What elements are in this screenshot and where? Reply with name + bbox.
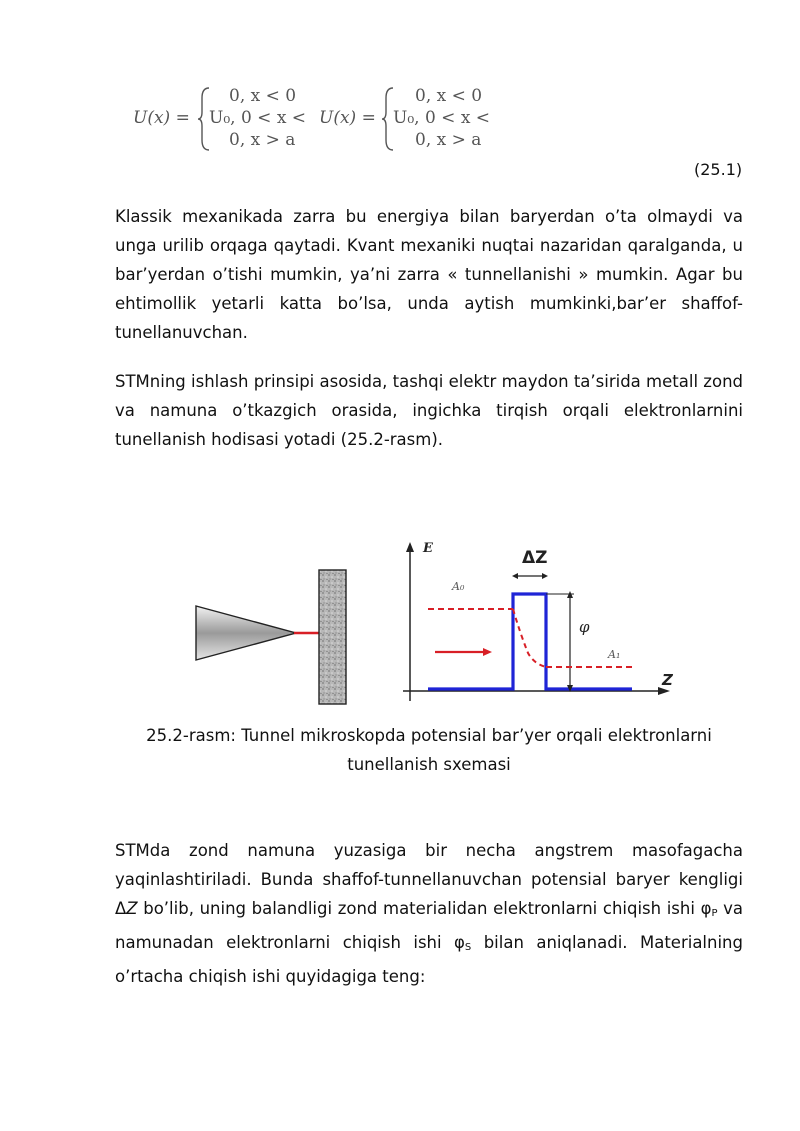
formula-case-left-2: U₀, 0 < x < bbox=[209, 108, 307, 128]
formula-lhs-right: U(x) = bbox=[319, 108, 376, 128]
incident-arrow-head-icon bbox=[483, 648, 492, 656]
e-axis-label: E bbox=[423, 541, 433, 556]
equation-number: (25.1) bbox=[694, 160, 743, 179]
caption-line-2: tunellanish sxemasi bbox=[347, 755, 511, 774]
figure-tunnel-scheme bbox=[190, 538, 680, 708]
p3-text-d: bilan aniqlanadi. Materialning o’rtacha chiqish ishi quyidagiga teng: bbox=[115, 933, 743, 986]
p3-text-b: bo’lib, uning balandligi zond materialidan elektronlarni chiqish ishi φ bbox=[137, 899, 712, 918]
sample-block bbox=[319, 570, 346, 704]
formula-25-1 bbox=[133, 86, 493, 152]
formula-lhs-left: U(x) = bbox=[133, 108, 190, 128]
formula-case-right-2: U₀, 0 < x < bbox=[393, 108, 491, 128]
p3-text-a: STMda zond namuna yuzasiga bir necha angstrem masofagacha yaqinlashtiriladi. Bunda shaffof-tunnellanuvchan potensial baryer kengligi Δ bbox=[115, 841, 743, 918]
e-axis-arrow-icon bbox=[406, 542, 414, 552]
tunnel-diagram bbox=[190, 538, 680, 708]
caption-line-1: 25.2-rasm: Tunnel mikroskopda potensial bar’yer orqali elektronlarni bbox=[146, 726, 712, 745]
delta-z-label: ΔZ bbox=[522, 548, 548, 568]
formula-case-left-3: 0, x > a bbox=[229, 130, 296, 150]
z-axis-label: Z bbox=[662, 671, 673, 689]
p3-subscript-s: S bbox=[464, 942, 472, 953]
formula-case-right-1: 0, x < 0 bbox=[415, 86, 483, 106]
formula-case-left-1: 0, x < 0 bbox=[229, 86, 297, 106]
phi-label: φ bbox=[579, 618, 590, 636]
a1-label: A₁ bbox=[608, 648, 621, 661]
formula-case-right-3: 0, x > a bbox=[415, 130, 482, 150]
p3-subscript-p: P bbox=[711, 908, 718, 919]
paragraph-stm-barrier bbox=[115, 836, 743, 991]
stm-tip bbox=[196, 606, 296, 660]
paragraph-stm-principle: STMning ishlash prinsipi asosida, tashqi elektr maydon ta’sirida metall zond va namuna o’tkazgich orasida, ingichka tirqish orqali elektronlarnini tunellanish hodisasi yotadi (25.2-rasm). bbox=[115, 372, 743, 449]
paragraph-classical: Klassik mexanikada zarra bu energiya bilan baryerdan o’ta olmaydi va unga urilib orqaga qaytadi. Kvant mexaniki nuqtai nazaridan qaralganda, u bar’yerdan o’tishi mumkin, ya’ni zarra « tunnellanishi » mumkin. Agar bu ehtimollik yetarli katta bo’lsa, unda aytish mumkinki,bar’er shaffof-tunellanuvchan. bbox=[115, 207, 743, 342]
wave-decay bbox=[513, 609, 546, 667]
p3-z-symbol: Z bbox=[126, 899, 138, 918]
figure-caption bbox=[115, 721, 743, 779]
a0-label: A₀ bbox=[452, 580, 465, 593]
p3-text-c: va namunadan elektronlarni chiqish ishi φ bbox=[115, 899, 744, 952]
